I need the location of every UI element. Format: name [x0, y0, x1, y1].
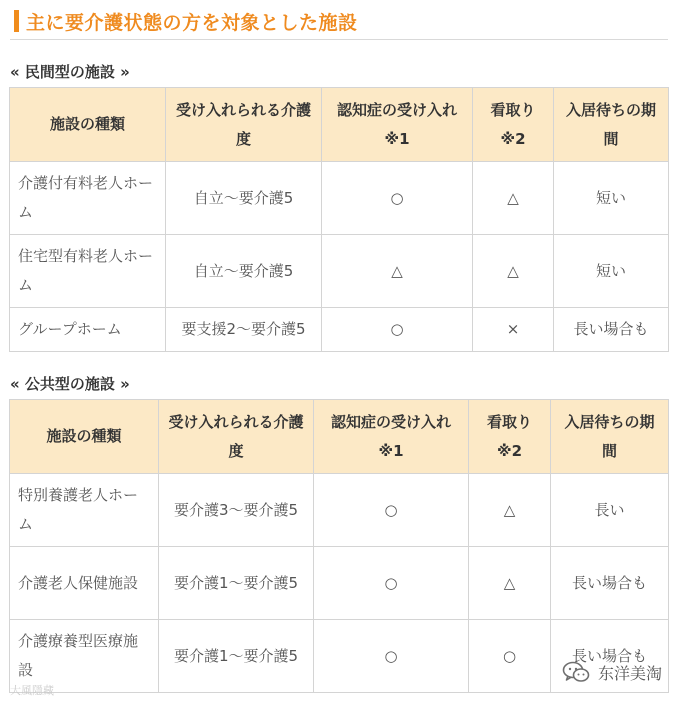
- page-title: 主に要介護状態の方を対象とした施設: [26, 12, 358, 34]
- table-row: [10, 547, 669, 620]
- header-facility-type: 施設の種類: [10, 400, 159, 474]
- cell-end-of-life: ○: [469, 620, 551, 693]
- cell-waiting-period: 長い: [551, 474, 669, 547]
- watermark-left: 大風隱藏: [10, 684, 54, 697]
- header-waiting-period: 入居待ちの期間: [554, 88, 669, 162]
- table-row: [10, 308, 669, 352]
- cell-dementia: ○: [314, 620, 469, 693]
- header-dementia: 認知症の受け入れ※1: [314, 400, 469, 474]
- cell-facility-name: グループホーム: [10, 308, 166, 352]
- cell-facility-name: 特別養護老人ホーム: [10, 474, 159, 547]
- cell-waiting-period: 長い場合も: [551, 620, 669, 693]
- table-row: [10, 474, 669, 547]
- cell-care-level: 自立〜要介護5: [166, 235, 322, 308]
- cell-dementia: ○: [314, 474, 469, 547]
- cell-care-level: 要介護3〜要介護5: [159, 474, 314, 547]
- header-end-of-life: 看取り※2: [469, 400, 551, 474]
- cell-care-level: 要支援2〜要介護5: [166, 308, 322, 352]
- cell-care-level: 要介護1〜要介護5: [159, 620, 314, 693]
- cell-facility-name: 介護老人保健施設: [10, 547, 159, 620]
- public-facility-table: [9, 399, 669, 693]
- table-row: [10, 162, 669, 235]
- cell-end-of-life: △: [473, 235, 554, 308]
- cell-waiting-period: 短い: [554, 235, 669, 308]
- cell-waiting-period: 長い場合も: [554, 308, 669, 352]
- private-facility-table: [9, 87, 669, 352]
- watermark-right: [562, 657, 662, 687]
- cell-end-of-life: △: [469, 474, 551, 547]
- cell-care-level: 要介護1〜要介護5: [159, 547, 314, 620]
- cell-dementia: ○: [314, 547, 469, 620]
- cell-facility-name: 住宅型有料老人ホーム: [10, 235, 166, 308]
- cell-end-of-life: ×: [473, 308, 554, 352]
- cell-facility-name: 介護療養型医療施設: [10, 620, 159, 693]
- table-header-row: [10, 400, 669, 474]
- page-title-block: [10, 6, 668, 40]
- watermark-right-text: 东洋美淘: [598, 663, 663, 683]
- private-section-heading: « 民間型の施設 »: [10, 63, 130, 81]
- header-care-level: 受け入れられる介護度: [166, 88, 322, 162]
- header-waiting-period: 入居待ちの期間: [551, 400, 669, 474]
- cell-dementia: ○: [322, 162, 473, 235]
- cell-end-of-life: △: [469, 547, 551, 620]
- header-care-level: 受け入れられる介護度: [159, 400, 314, 474]
- wechat-icon: [562, 660, 590, 684]
- header-facility-type: 施設の種類: [10, 88, 166, 162]
- title-accent-bar: [14, 10, 19, 32]
- public-section-heading: « 公共型の施設 »: [10, 375, 130, 393]
- table-row: [10, 235, 669, 308]
- header-dementia: 認知症の受け入れ※1: [322, 88, 473, 162]
- cell-dementia: △: [322, 235, 473, 308]
- cell-end-of-life: △: [473, 162, 554, 235]
- cell-care-level: 自立〜要介護5: [166, 162, 322, 235]
- cell-facility-name: 介護付有料老人ホーム: [10, 162, 166, 235]
- header-end-of-life: 看取り※2: [473, 88, 554, 162]
- table-header-row: [10, 88, 669, 162]
- cell-dementia: ○: [322, 308, 473, 352]
- cell-waiting-period: 短い: [554, 162, 669, 235]
- cell-waiting-period: 長い場合も: [551, 547, 669, 620]
